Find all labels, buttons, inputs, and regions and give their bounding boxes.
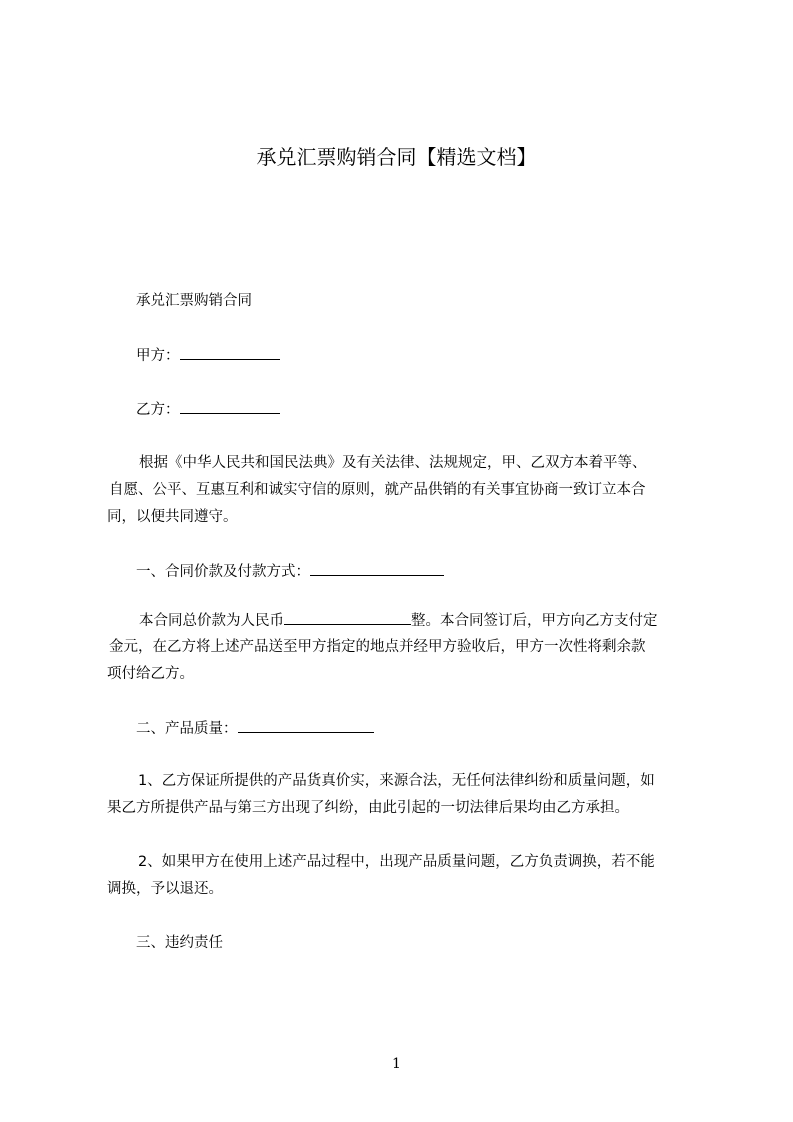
section-3-heading: 三、违约责任 xyxy=(136,935,223,951)
contract-subtitle: 承兑汇票购销合同 xyxy=(136,293,252,309)
price-text-pre: 本合同总价款为人民币 xyxy=(139,613,284,629)
party-b-label: 乙方： xyxy=(136,402,180,418)
price-text-post: 整。本合同签订后，甲方向乙方支付定 xyxy=(411,613,658,629)
section-1-heading: 一、合同价款及付款方式： xyxy=(136,564,310,580)
preamble-line-1: 根据《中华人民共和国民法典》及有关法律、法规规定，甲、乙双方本着平等、 xyxy=(139,455,647,471)
payment-method-blank[interactable] xyxy=(310,561,444,576)
section-1-body-line-2: 金元，在乙方将上述产品送至甲方指定的地点并经甲方验收后，甲方一次性将剩余款 xyxy=(109,639,646,655)
preamble-line-2: 自愿、公平、互惠互利和诚实守信的原则，就产品供销的有关事宜协商一致订立本合 xyxy=(109,482,646,498)
section-2-heading: 二、产品质量： xyxy=(136,721,238,737)
price-blank[interactable] xyxy=(284,610,411,625)
party-b-blank[interactable] xyxy=(180,399,280,414)
party-a-line xyxy=(136,345,280,366)
section-1-body-line-3: 项付给乙方。 xyxy=(107,666,194,682)
quality-blank[interactable] xyxy=(238,718,374,733)
party-a-blank[interactable] xyxy=(180,345,280,360)
party-a-label: 甲方： xyxy=(136,348,180,364)
section-2-item-2-line-2: 调换，予以退还。 xyxy=(107,881,223,897)
document-title: 承兑汇票购销合同【精选文档】 xyxy=(256,145,537,169)
page-number: 1 xyxy=(392,1056,401,1072)
party-b-line xyxy=(136,399,280,420)
preamble-line-3: 同，以便共同遵守。 xyxy=(107,509,238,525)
section-1-heading-line xyxy=(136,561,444,582)
section-2-item-1-line-1: 1、乙方保证所提供的产品货真价实，来源合法，无任何法律纠纷和质量问题，如 xyxy=(138,773,655,789)
section-2-heading-line xyxy=(136,718,374,739)
section-2-item-1-line-2: 果乙方所提供产品与第三方出现了纠纷，由此引起的一切法律后果均由乙方承担。 xyxy=(107,800,629,816)
section-2-item-2-line-1: 2、如果甲方在使用上述产品过程中，出现产品质量问题，乙方负责调换，若不能 xyxy=(138,854,655,870)
section-1-body-line-1 xyxy=(139,610,658,631)
